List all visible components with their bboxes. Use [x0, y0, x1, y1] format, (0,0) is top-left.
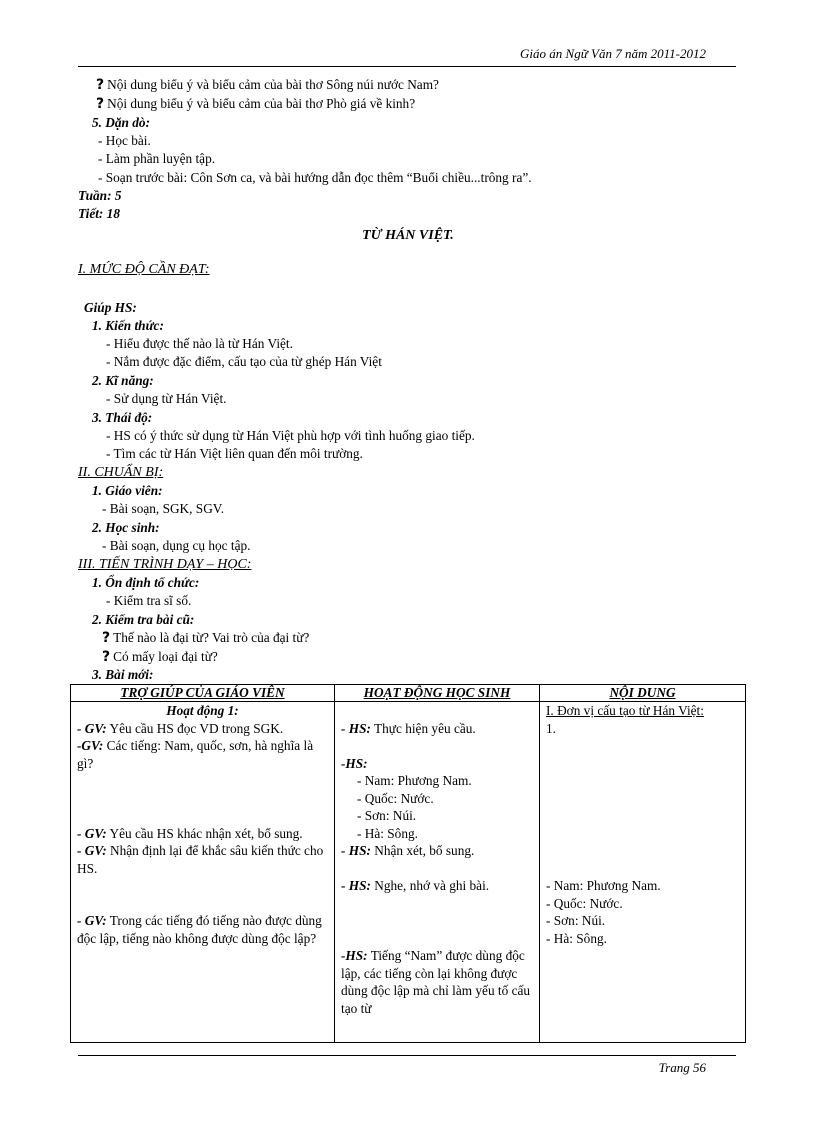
skills-heading: 2. Kĩ năng:: [92, 373, 154, 388]
teacher-item: - Bài soạn, SGK, SGV.: [102, 501, 225, 516]
teacher-step-4-text: Nhận định lại để khắc sâu kiến thức cho HS.: [77, 843, 324, 876]
column-header-content: NỘI DUNG: [540, 685, 746, 702]
student-item: - Bài soạn, dụng cụ học tập.: [102, 538, 251, 553]
check-question-1-text: Thế nào là đại từ? Vai trò của đại từ?: [113, 630, 310, 645]
homework-heading: 5. Dặn dò:: [92, 115, 150, 130]
knowledge-item: - Nắm được đặc điểm, cấu tạo của từ ghép Hán Việt: [106, 354, 382, 369]
content-item: - Nam: Phương Nam.: [546, 878, 661, 893]
gv-tag: - GV:: [77, 720, 107, 736]
student-step-2: [341, 755, 533, 773]
check-question-2: [102, 649, 218, 665]
page-header: Giáo án Ngữ Văn 7 năm 2011-2012: [520, 46, 706, 61]
question-icon: ?: [102, 630, 111, 646]
table-row: [71, 702, 746, 1043]
homework-item: - Học bài.: [98, 133, 151, 148]
content-cell: [540, 702, 746, 1043]
attitude-item: - Tìm các từ Hán Việt liên quan đến môi trường.: [106, 446, 363, 461]
student-step-1-text: Thực hiện yêu cầu.: [370, 720, 476, 736]
hs-tag: - HS:: [341, 720, 371, 736]
period-label: Tiết: 18: [78, 206, 120, 221]
hs-tag: - HS:: [341, 843, 371, 858]
teacher-step-1: [77, 720, 328, 738]
content-item: - Hà: Sông.: [546, 930, 607, 946]
student-answer-item: - Quốc: Nước.: [357, 790, 434, 806]
teacher-step-5: [77, 912, 328, 947]
review-question-1: [96, 77, 439, 93]
check-heading: 2. Kiểm tra bài cũ:: [92, 612, 195, 627]
question-icon: ?: [96, 77, 105, 93]
teacher-step-2-text: Các tiếng: Nam, quốc, sơn, hà nghĩa là gì?: [77, 738, 314, 771]
lesson-table: [70, 684, 746, 1043]
content-item: - Quốc: Nước.: [546, 895, 623, 911]
gv-tag: - GV:: [77, 913, 107, 928]
hs-tag: - HS:: [341, 878, 371, 893]
student-cell: [335, 702, 540, 1043]
homework-item: - Làm phần luyện tập.: [98, 151, 216, 166]
student-answer-item: - Sơn: Núi.: [357, 808, 417, 823]
knowledge-heading: 1. Kiến thức:: [92, 318, 164, 333]
student-heading: 2. Học sinh:: [92, 520, 160, 535]
student-step-3-text: Nhận xét, bổ sung.: [370, 843, 475, 858]
teacher-cell: [71, 702, 335, 1043]
teacher-step-4: [77, 842, 328, 877]
lesson-title: TỪ HÁN VIỆT.: [362, 228, 454, 243]
review-question-1-text: Nội dung biểu ý và biểu cảm của bài thơ Sông núi nước Nam?: [107, 77, 439, 92]
activity-label: Hoạt động 1:: [166, 703, 239, 718]
new-lesson-heading: 3. Bài mới:: [92, 667, 154, 682]
student-step-3: [341, 842, 533, 860]
student-step-5-text: Tiếng “Nam” được dùng độc lập, các tiếng còn lại không được dùng độc lập mà chỉ làm yếu tố cấu tạo từ: [341, 948, 531, 1016]
header-rule: [78, 66, 736, 67]
check-question-1: [102, 630, 309, 646]
student-step-4: [341, 877, 533, 895]
gv-tag: - GV:: [77, 825, 107, 841]
student-step-5: [341, 947, 533, 1017]
gv-tag: - GV:: [77, 843, 107, 858]
week-label: Tuần: 5: [78, 188, 122, 203]
check-question-2-text: Có mấy loại đại từ?: [113, 649, 218, 664]
org-heading: 1. Ổn định tổ chức:: [92, 575, 200, 590]
student-answer-item: - Hà: Sông.: [357, 825, 418, 841]
question-icon: ?: [96, 96, 105, 112]
hs-tag: -HS:: [341, 755, 368, 771]
teacher-heading: 1. Giáo viên:: [92, 483, 163, 498]
student-step-4-text: Nghe, nhớ và ghi bài.: [370, 878, 490, 893]
attitude-item: - HS có ý thức sử dụng từ Hán Việt phù hợp với tình huống giao tiếp.: [106, 428, 475, 443]
question-icon: ?: [102, 649, 111, 665]
hs-tag: -HS:: [341, 948, 368, 963]
knowledge-item: - Hiểu được thế nào là từ Hán Việt.: [106, 336, 293, 351]
org-item: - Kiểm tra sĩ số.: [106, 593, 192, 608]
teacher-step-3-text: Yêu cầu HS khác nhận xét, bổ sung.: [106, 825, 303, 841]
teacher-step-1-text: Yêu cầu HS đọc VD trong SGK.: [106, 720, 284, 736]
column-header-teacher: TRỢ GIÚP CỦA GIÁO VIÊN: [71, 685, 335, 702]
teacher-step-2: [77, 737, 328, 772]
help-label: Giúp HS:: [84, 300, 137, 315]
attitude-heading: 3. Thái độ:: [92, 410, 153, 425]
footer-rule: [78, 1055, 736, 1056]
section-1-heading: I. MỨC ĐỘ CẦN ĐẠT:: [78, 262, 210, 277]
student-step-1: [341, 720, 533, 738]
table-header-row: [71, 685, 746, 702]
gv-tag: -GV:: [77, 738, 104, 753]
skills-item: - Sử dụng từ Hán Việt.: [106, 391, 227, 406]
page-number: Trang 56: [658, 1060, 706, 1075]
student-answer-item: - Nam: Phương Nam.: [357, 773, 472, 788]
section-2-heading: II. CHUẨN BỊ:: [78, 465, 164, 480]
content-item: - Sơn: Núi.: [546, 913, 606, 928]
teacher-step-5-text: Trong các tiếng đó tiếng nào được dùng độc lập, tiếng nào không được dùng độc lập?: [77, 913, 322, 946]
review-question-2-text: Nội dung biểu ý và biểu cảm của bài thơ Phò giá về kinh?: [107, 96, 416, 111]
section-3-heading: III. TIẾN TRÌNH DẠY – HỌC:: [78, 557, 252, 572]
column-header-student: HOẠT ĐỘNG HỌC SINH: [335, 685, 540, 702]
homework-item: - Soạn trước bài: Côn Sơn ca, và bài hướng dẫn đọc thêm “Buổi chiều...trông ra”.: [98, 170, 532, 185]
review-question-2: [96, 96, 415, 112]
content-heading: I. Đơn vị cấu tạo từ Hán Việt:: [546, 703, 704, 718]
teacher-step-3: [77, 825, 328, 843]
content-number: 1.: [546, 720, 556, 736]
